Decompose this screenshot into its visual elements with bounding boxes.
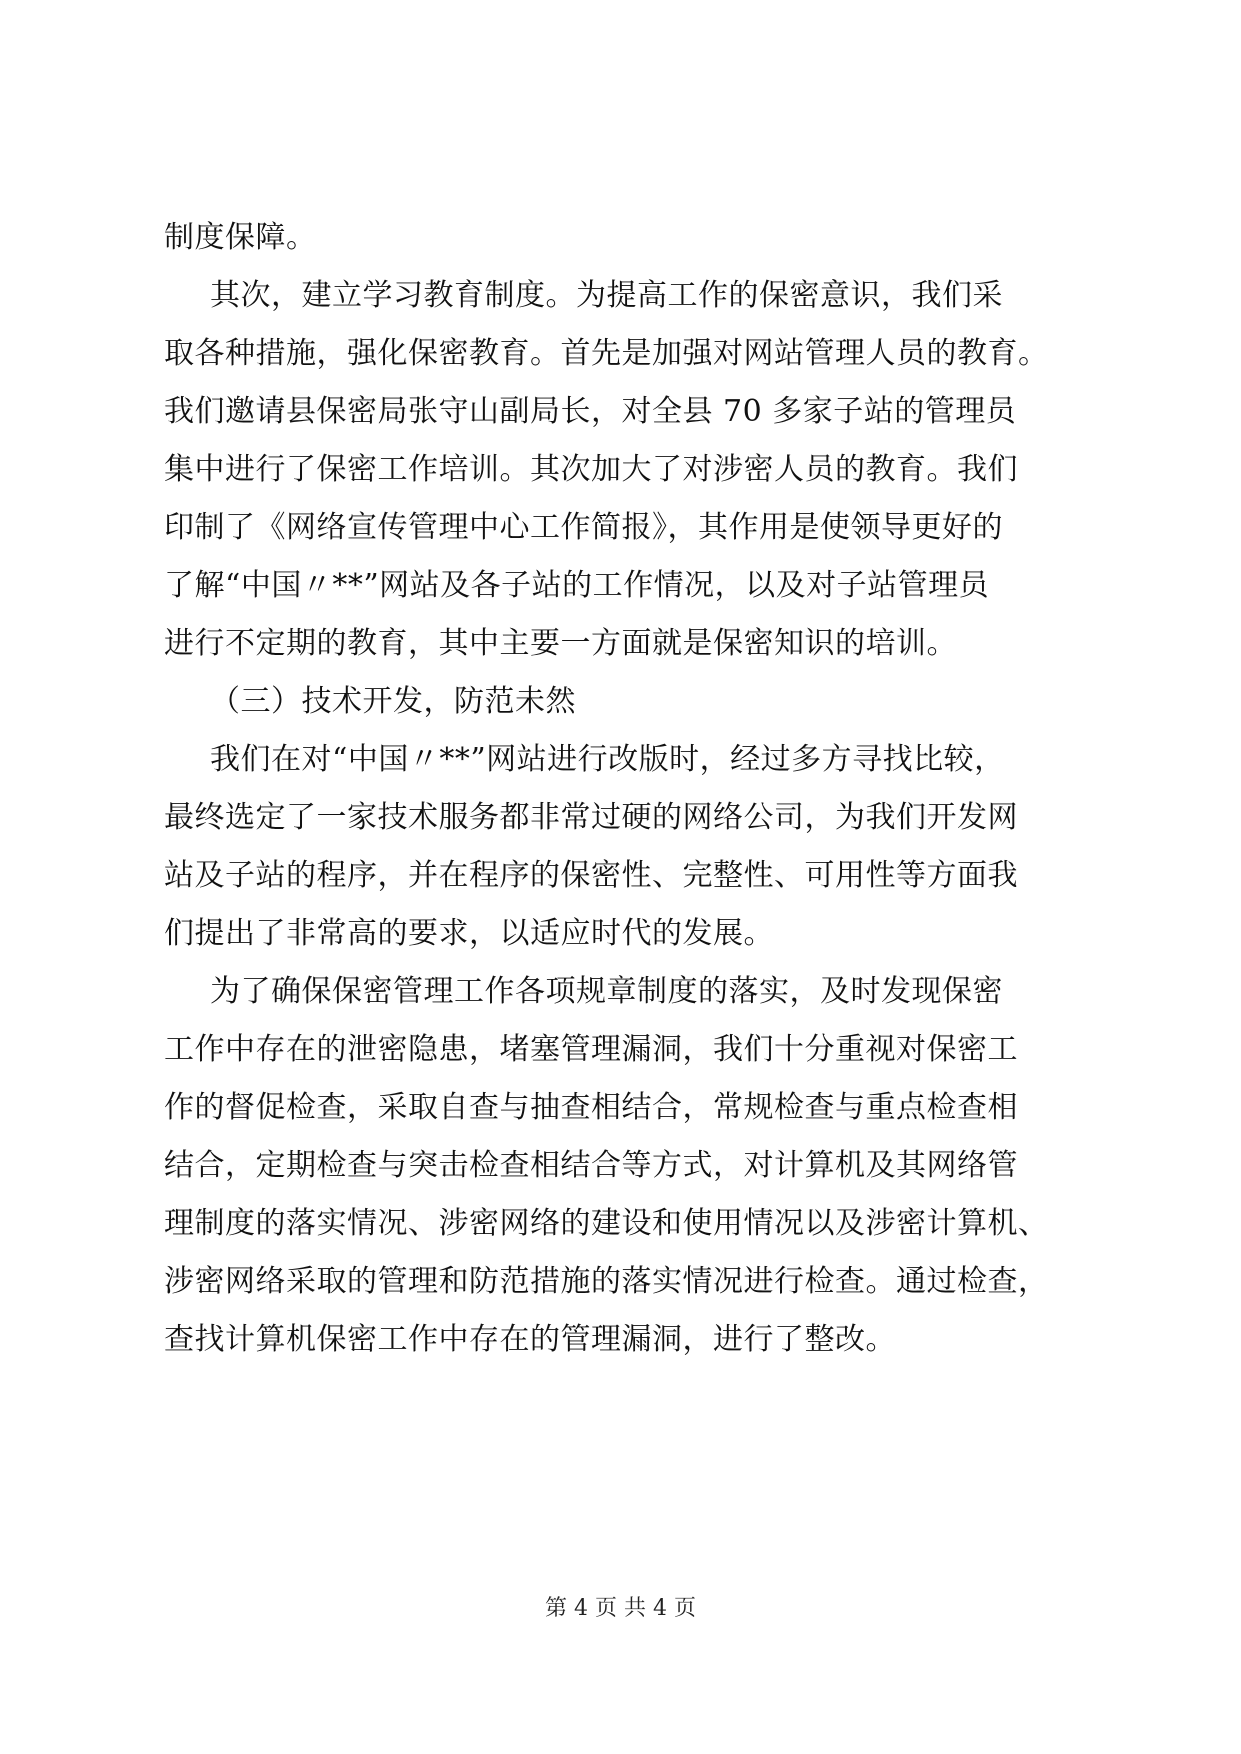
text-line: 取各种措施，强化保密教育。首先是加强对网站管理人员的教育。 (164, 336, 1049, 371)
paragraph-start-line: 我们在对“中国〃**”网站进行改版时，经过多方寻找比较， (210, 742, 1005, 777)
text-line: 进行不定期的教育，其中主要一方面就是保密知识的培训。 (164, 626, 957, 661)
text-line: 结合，定期检查与突击检查相结合等方式，对计算机及其网络管 (164, 1148, 1018, 1183)
paragraph-start-line: 其次，建立学习教育制度。为提高工作的保密意识，我们采 (210, 278, 1003, 313)
text-line: 们提出了非常高的要求，以适应时代的发展。 (164, 916, 774, 951)
text-line: 制度保障。 (164, 220, 317, 255)
text-line: 了解“中国〃**”网站及各子站的工作情况，以及对子站管理员 (164, 568, 990, 603)
text-line: 理制度的落实情况、涉密网络的建设和使用情况以及涉密计算机、 (164, 1206, 1049, 1241)
text-line: 最终选定了一家技术服务都非常过硬的网络公司，为我们开发网 (164, 800, 1018, 835)
text-line: 我们邀请县保密局张守山副局长，对全县 70 多家子站的管理员 (164, 394, 1017, 429)
section-heading: （三）技术开发，防范未然 (210, 684, 576, 719)
paragraph-start-line: 为了确保保密管理工作各项规章制度的落实，及时发现保密 (210, 974, 1003, 1009)
page-number-footer: 第 4 页 共 4 页 (545, 1596, 696, 1621)
text-line: 集中进行了保密工作培训。其次加大了对涉密人员的教育。我们 (164, 452, 1018, 487)
text-line: 印制了《网络宣传管理中心工作简报》，其作用是使领导更好的 (164, 510, 1003, 545)
text-line: 查找计算机保密工作中存在的管理漏洞，进行了整改。 (164, 1322, 896, 1357)
text-line: 作的督促检查，采取自查与抽查相结合，常规检查与重点检查相 (164, 1090, 1018, 1125)
text-line: 涉密网络采取的管理和防范措施的落实情况进行检查。通过检查， (164, 1264, 1049, 1299)
text-line: 工作中存在的泄密隐患，堵塞管理漏洞，我们十分重视对保密工 (164, 1032, 1018, 1067)
text-line: 站及子站的程序，并在程序的保密性、完整性、可用性等方面我 (164, 858, 1018, 893)
